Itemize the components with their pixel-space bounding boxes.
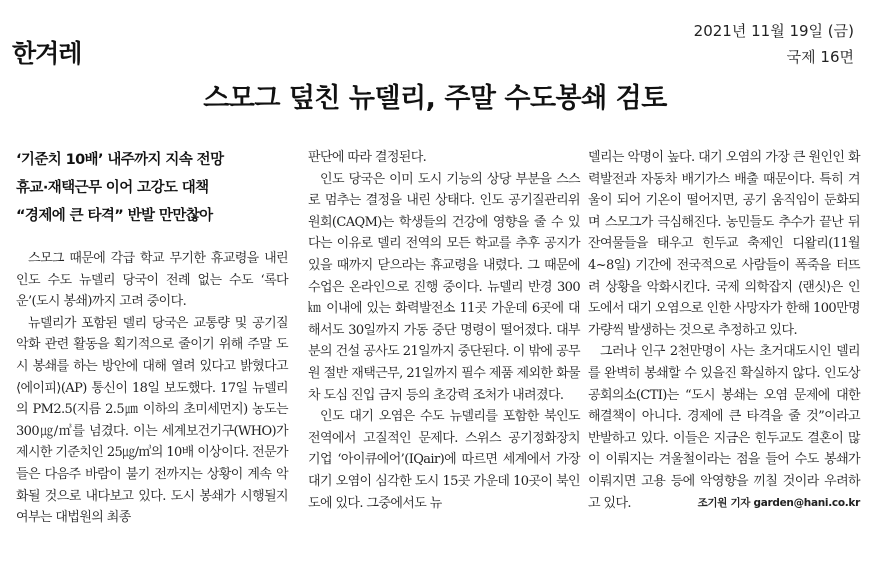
paragraph: 뉴델리가 포함된 델리 당국은 교통량 및 공기질 악화 관련 활동을 획기적으로 줄이기 위해 주말 도시 봉쇄를 하는 방안에 대해 열려 있다고 밝혔다고 ⟨에이피⟩(AP) 통신이 18일 보도했다. 17일 뉴델리의 PM2.5(지름 2.5㎛ 이하의 초미세먼지) 농도는 300㎍/㎥를 넘겼다. 이는 세계보건기구(WHO)가 제시한 기준치인 25㎍/㎥의 10배 이상이다. 전문가들은 다음주 바람이 불기 전까지는 상황이 계속 악화될 것으로 내다보고 있다. 도시 봉쇄가 시행될지 여부는 대법원의 최종	[16, 315, 288, 526]
subheadline: 휴교·재택근무 이어 고강도 대책	[16, 180, 209, 196]
byline: 조기원 기자 garden@hani.co.kr	[697, 496, 860, 509]
paragraph: 스모그 때문에 각급 학교 무기한 휴교령을 내린 인도 수도 뉴델리 당국이 전례 없는 수도 ‘록다운’(도시 봉쇄)까지 고려 중이다.	[16, 251, 288, 310]
newspaper-logo: 한겨레	[12, 39, 82, 68]
publication-date: 2021년 11월 19일 (금)	[693, 22, 854, 40]
section-page: 국제 16면	[786, 48, 854, 66]
article-column-3	[588, 147, 860, 514]
paragraph: 인도 대기 오염은 수도 뉴델리를 포함한 북인도 전역에서 고질적인 문제다. 스위스 공기정화장치 기업 ‘아이큐에어’(IQair)에 따르면 세계에서 가장 대기 오염이 심각한 도시 15곳 가운데 10곳이 북인도에 있다. 그중에서도 뉴	[308, 409, 580, 511]
subheadline: ‘기준치 10배’ 내주까지 지속 전망	[16, 152, 224, 168]
article-headline: 스모그 덮친 뉴델리, 주말 수도봉쇄 검토	[203, 83, 667, 114]
subheadlines	[16, 146, 288, 230]
paragraph: 판단에 따라 결정된다.	[308, 150, 427, 165]
article-column-2	[308, 147, 580, 514]
paragraph: 델리는 악명이 높다. 대기 오염의 가장 큰 원인인 화력발전과 자동차 배기가스 배출 때문이다. 특히 겨울이 되어 기온이 떨어지면, 공기 움직임이 둔화되며 스모그가 극심해진다. 농민들도 추수가 끝난 뒤 잔여물들을 태우고 힌두교 축제인 디왈리(11월4~8일) 기간에 전국적으로 사람들이 폭죽을 터뜨려 상황을 악화시킨다. 국제 의학잡지 ⟨랜싯⟩은 인도에서 대기 오염으로 인한 사망자가 한해 100만명가량씩 발생하는 것으로 추정하고 있다.	[588, 150, 860, 338]
subheadline: “경제에 큰 타격” 반발 만만찮아	[16, 208, 213, 224]
paragraph-text: 그러나 인구 2천만명이 사는 초거대도시인 델리를 완벽히 봉쇄할 수 있을진 확실하지 않다. 인도상공회의소(CTI)는 “도시 봉쇄는 오염 문제에 대한 해결책이 아니다. 경제에 큰 타격을 줄 것”이라고 반발하고 있다. 이들은 지금은 힌두교도 결혼이 많이 이뤄지는 겨울철이라는 점을 들어 수도 봉쇄가 이뤄지면 고용 등에 악영향을 끼칠 것이라 우려하고 있다.	[588, 344, 860, 511]
paragraph: 인도 당국은 이미 도시 기능의 상당 부분을 스스로 멈추는 결정을 내린 상태다. 인도 공기질관리위원회(CAQM)는 학생들의 건강에 영향을 줄 수 있다는 이유로 델리 전역의 모든 학교를 추후 공지가 있을 때까지 닫으라는 휴교령을 내렸다. 그 때문에 수업은 온라인으로 진행 중이다. 뉴델리 반경 300㎞ 이내에 있는 화력발전소 11곳 가운데 6곳에 대해서도 30일까지 가동 중단 명령이 떨어졌다. 대부분의 건설 공사도 21일까지 중단된다. 이 밖에 공무원 절반 재택근무, 21일까지 필수 제품 제외한 화물차 도심 진입 금지 등의 초강력 조처가 내려졌다.	[308, 171, 580, 403]
paragraph	[588, 341, 860, 514]
article-column-1	[16, 146, 288, 529]
